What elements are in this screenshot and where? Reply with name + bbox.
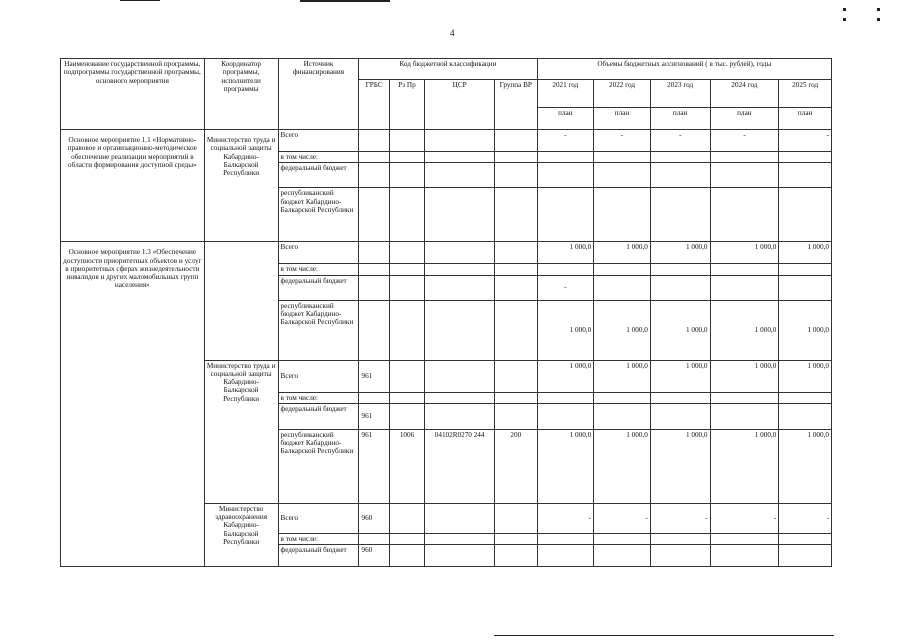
header-grbs: ГРБС — [359, 80, 389, 130]
source-federal: федеральный бюджет — [278, 163, 359, 188]
source-republic: республиканский бюджет Кабардино-Балкарской Республики — [278, 429, 359, 503]
header-plan: план — [650, 108, 710, 130]
activity-1-1-coordinator: Министерство труда и социальной защиты Кабардино-Балкарской Республики — [204, 130, 278, 242]
header-plan: план — [779, 108, 832, 130]
scan-mark — [843, 18, 846, 21]
value-cell: 1 000,0 — [650, 300, 710, 360]
value-cell: 1 000,0 — [650, 429, 710, 503]
header-plan: план — [710, 108, 779, 130]
scan-rule — [494, 635, 834, 636]
source-total: Всего — [278, 360, 359, 392]
value-cell: 1 000,0 — [650, 360, 710, 392]
csr-cell: 04102R0270 244 — [425, 429, 495, 503]
value-cell: - — [779, 503, 832, 533]
source-federal: федеральный бюджет — [278, 545, 359, 567]
rzpr-cell: 1006 — [389, 429, 424, 503]
value-cell: 1 000,0 — [594, 300, 651, 360]
value-cell: 1 000,0 — [594, 429, 651, 503]
value-cell: - — [537, 130, 594, 152]
value-cell: - — [650, 503, 710, 533]
value-cell: - — [779, 130, 832, 152]
value-cell: 1 000,0 — [779, 300, 832, 360]
grbs-cell: 961 — [359, 429, 389, 503]
header-year: 2021 год — [537, 80, 594, 108]
value-cell: 1 000,0 — [779, 242, 832, 264]
grbs-cell: 961 — [359, 403, 389, 429]
header-coordinator: Координатор программы, исполнители программы — [204, 59, 278, 130]
value-cell: - — [537, 503, 594, 533]
source-including: в том числе: — [278, 392, 359, 403]
value-cell: 1 000,0 — [537, 300, 594, 360]
header-plan: план — [537, 108, 594, 130]
value-cell: 1 000,0 — [594, 360, 651, 392]
header-source: Источник финансирования — [278, 59, 359, 130]
value-cell: - — [650, 130, 710, 152]
header-year: 2025 год — [779, 80, 832, 108]
value-cell: 1 000,0 — [537, 360, 594, 392]
source-federal: федеральный бюджет — [278, 403, 359, 429]
table-row — [61, 242, 832, 264]
header-row — [61, 59, 832, 80]
header-rzpr: Рз Пр — [389, 80, 424, 130]
value-cell: - — [594, 130, 651, 152]
header-plan: план — [594, 108, 651, 130]
value-cell: 1 000,0 — [537, 429, 594, 503]
grbs-cell: 961 — [359, 360, 389, 392]
scan-mark — [843, 8, 846, 11]
source-total: Всего — [278, 130, 359, 152]
value-cell: 1 000,0 — [710, 242, 779, 264]
activity-1-3-health-coordinator: Министерство здравоохранения Кабардино-Балкарской Республики — [204, 503, 278, 566]
source-federal: федеральный бюджет — [278, 275, 359, 300]
source-total: Всего — [278, 503, 359, 533]
value-cell: 1 000,0 — [779, 360, 832, 392]
scan-rule — [120, 0, 160, 1]
activity-1-3-labor-coordinator: Министерство труда и социальной защиты Кабардино-Балкарской Республики — [204, 360, 278, 503]
grbs-cell: 960 — [359, 545, 389, 567]
value-cell: 1 000,0 — [537, 242, 594, 264]
header-volumes: Объемы бюджетных ассигнований ( в тыс. рублей), годы — [537, 59, 831, 80]
value-cell: 1 000,0 — [710, 429, 779, 503]
source-including: в том числе: — [278, 152, 359, 163]
source-including: в том числе: — [278, 533, 359, 544]
header-year: 2024 год — [710, 80, 779, 108]
source-republic: республиканский бюджет Кабардино-Балкарской Республики — [278, 300, 359, 360]
budget-table — [60, 58, 832, 567]
table-row — [61, 130, 832, 152]
grbs-cell: 960 — [359, 503, 389, 533]
source-republic: республиканский бюджет Кабардино-Балкарской Республики — [278, 188, 359, 242]
value-cell: 1 000,0 — [779, 429, 832, 503]
header-vr: Группа ВР — [495, 80, 537, 130]
value-cell: - — [537, 275, 594, 300]
activity-1-1-name: Основное мероприятие 1.1 «Нормативно-правовое и организационно-методическое обеспечение реализации мероприятий в области формирования доступной среды» — [61, 130, 205, 242]
source-total: Всего — [278, 242, 359, 264]
header-csr: ЦСР — [425, 80, 495, 130]
header-name: Наименование государственной программы, подпрограммы государственной программы, основного мероприятия — [61, 59, 205, 130]
value-cell: 1 000,0 — [594, 242, 651, 264]
scan-rule — [300, 0, 390, 2]
header-classification: Код бюджетной классификации — [359, 59, 537, 80]
value-cell: 1 000,0 — [650, 242, 710, 264]
source-including: в том числе: — [278, 264, 359, 275]
header-year: 2022 год — [594, 80, 651, 108]
scan-mark — [877, 18, 880, 21]
value-cell: - — [594, 503, 651, 533]
value-cell: 1 000,0 — [710, 360, 779, 392]
activity-1-3-name: Основное мероприятие 1.3 «Обеспечение доступности приоритетных объектов и услуг в приоритетных сферах жизнедеятельности инвалидов и других маломобильных групп населения» — [61, 242, 205, 567]
vr-cell: 200 — [495, 429, 537, 503]
page-number: 4 — [450, 28, 455, 38]
value-cell: - — [710, 130, 779, 152]
value-cell: - — [710, 503, 779, 533]
value-cell: 1 000,0 — [710, 300, 779, 360]
header-year: 2023 год — [650, 80, 710, 108]
scan-mark — [877, 8, 880, 11]
